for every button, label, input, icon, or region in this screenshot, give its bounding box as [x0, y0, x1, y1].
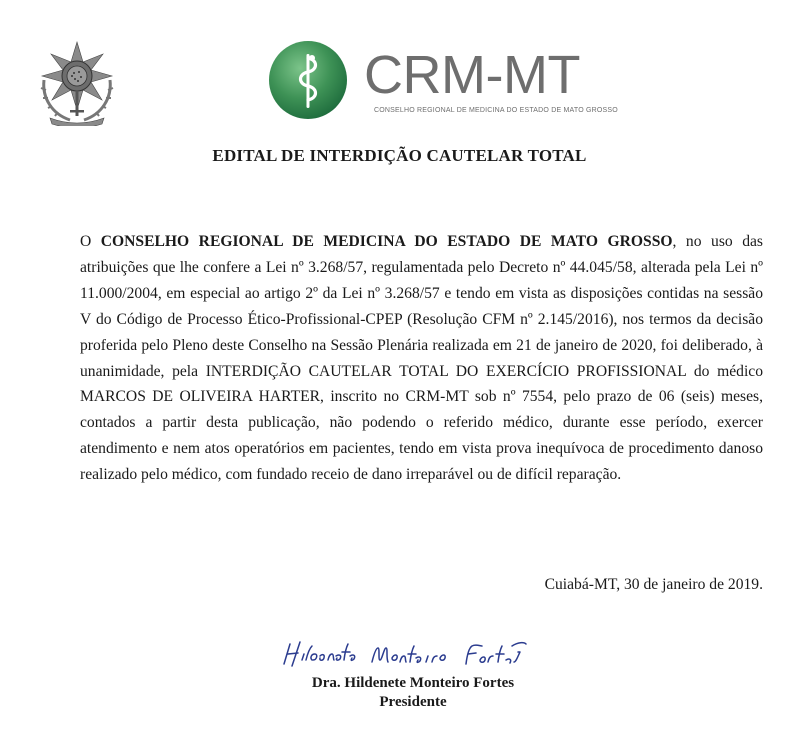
- handwritten-signature: [276, 634, 556, 674]
- caduceus-logo-icon: [268, 40, 348, 120]
- crm-mt-logo: [268, 40, 628, 120]
- signer-name: Dra. Hildenete Monteiro Fortes: [311, 675, 515, 691]
- council-name: CONSELHO REGIONAL DE MEDICINA DO ESTADO DE MATO GROSSO: [100, 233, 673, 250]
- document-title: EDITAL DE INTERDIÇÃO CAUTELAR TOTAL: [212, 146, 587, 165]
- logo-acronym: CRM-MT: [364, 45, 580, 105]
- document-body: [80, 229, 763, 488]
- signer-role: Presidente: [379, 694, 447, 710]
- body-lead: O: [80, 233, 101, 250]
- place-date: Cuiabá-MT, 30 de janeiro de 2019.: [544, 576, 763, 593]
- brazil-coat-of-arms-icon: [36, 40, 118, 126]
- body-text: , no uso das atribuições que lhe confere a Lei nº 3.268/57, regulamentada pelo Decreto nº 44.045/58, alterada pela Lei nº 11.000/2004, em especial ao artigo 2º da Lei nº 3.268/57 e tendo em vista as disposições contidas na sessão V do Código de Processo Ético-Profissional-CPEP (Resolução CFM nº 2.145/2016), nos termos da decisão proferida pelo Pleno deste Conselho na Sessão Plenária realizada em 21 de janeiro de 2020, foi deliberado, à unanimidade, pela INTERDIÇÃO CAUTELAR TOTAL DO EXERCÍCIO PROFISSIONAL do médico MARCOS DE OLIVEIRA HARTER, inscrito no CRM-MT sob nº 7554, pelo prazo de 06 (seis) meses, contados a partir desta publicação, não podendo o referido médico, durante esse período, exercer atendimento e nem atos operatórios em pacientes, tendo em vista prova inequívoca de procedimento danoso realizado pelo médico, com fundado receio de dano irreparável ou de difícil reparação.: [80, 233, 763, 484]
- logo-subtitle: CONSELHO REGIONAL DE MEDICINA DO ESTADO DE MATO GROSSO: [374, 107, 618, 114]
